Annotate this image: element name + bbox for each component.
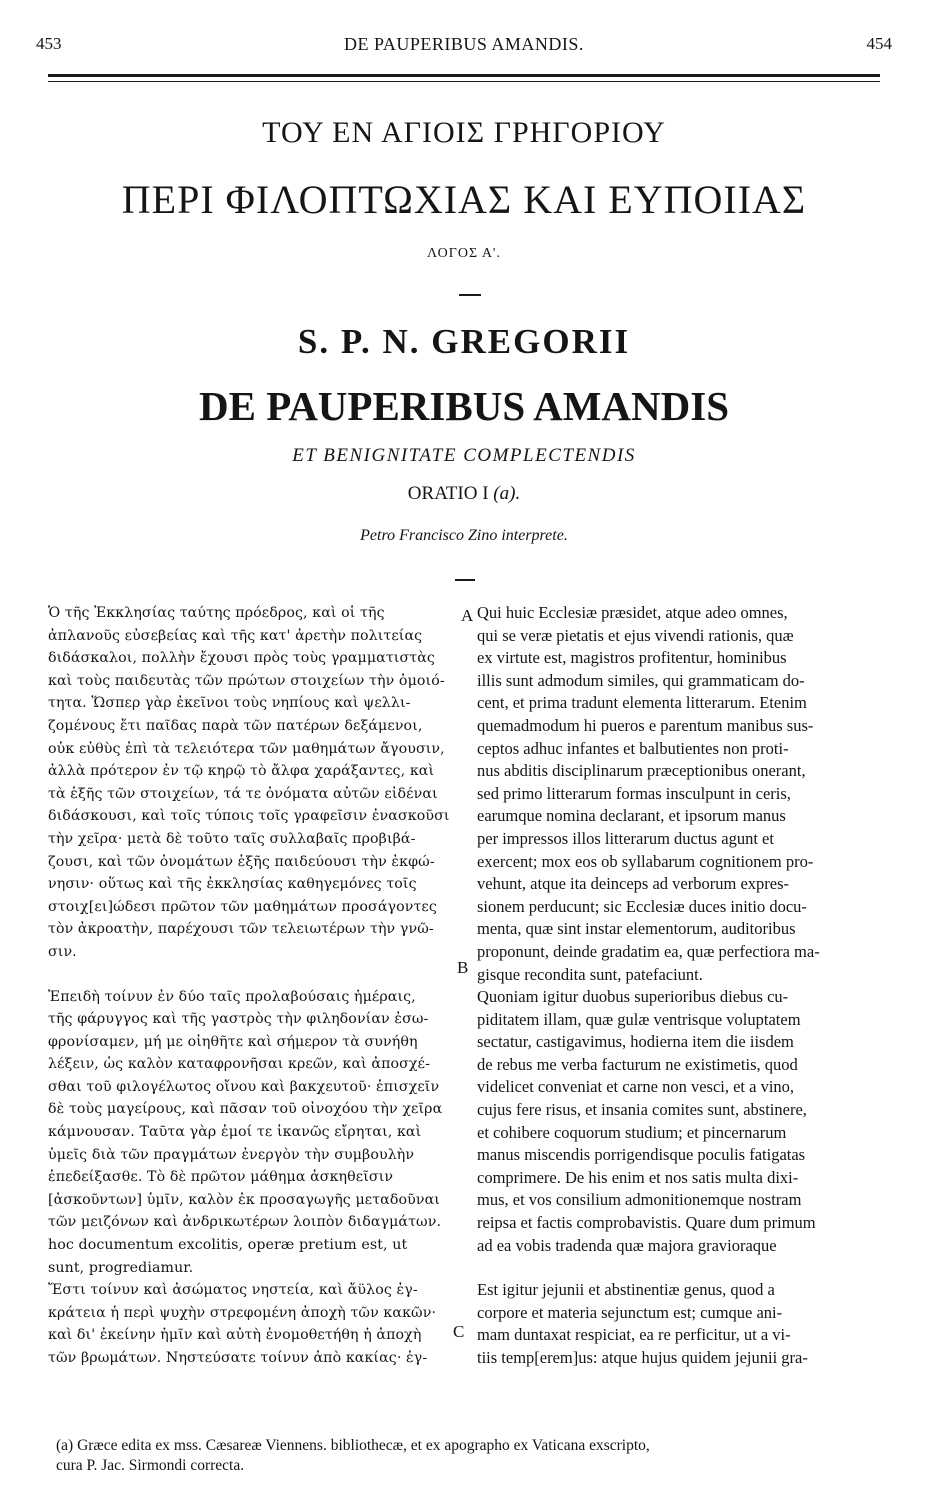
latin-author-heading: S. P. N. GREGORII <box>297 322 631 361</box>
page-number-right: 454 <box>866 34 892 53</box>
latin-subtitle: ET BENIGNITATE COMPLECTENDIS <box>292 445 636 466</box>
margin-letter-c: C <box>453 1322 465 1341</box>
margin-letter-b: B <box>457 958 469 977</box>
greek-logos-label: ΛΟΓΟΣ Α'. <box>427 246 501 261</box>
latin-paragraph-1: Qui huic Ecclesiæ præsidet, atque adeo omnes, qui se veræ pietatis et ejus vivendi rationis, quæ ex virtute est, magistros profitentur, hominibus illis sunt admodum similes, qui grammaticam do- cent, et prima tradunt elementa litterarum. Etenim quemadmodum hi pueros e parentum manibus sus- ceptos adhuc infantes et balbutientes non proti- nus abditis disciplinarum præceptionibus onerant, sed primo litterarum formas insculpunt in ceris, earumque nomina declarant, et ipsorum manus per impressos illos litterarum ductus agunt et exercent; mox eos ob syllabarum cognitionem pro- vehunt, atque ita deinceps ad verborum expres- sionem perducunt; sic Ecclesiæ duces initio docu- menta, quæ sint instar elementorum, auditoribus proponunt, deinde gradatim ea, quæ perfectiora ma- gisque recondita sunt, patefaciunt. <box>477 603 820 984</box>
greek-author-heading: ΤΟΥ ΕΝ ΑΓΙΟΙΣ ΓΡΗΓΟΡΙΟΥ <box>262 116 666 149</box>
latin-paragraph-3: Est igitur jejunii et abstinentiæ genus, quod a corpore et materia sejunctum est; cumque ani- mam duntaxat respiciat, ea re perficitur, ut a vi- tiis temp[erem]us: atque hujus quidem jejunii gra- <box>477 1280 808 1367</box>
header-rule-thin <box>48 81 880 82</box>
page-number-left: 453 <box>36 34 62 53</box>
title-separator-dash <box>459 294 481 296</box>
oratio-text: ORATIO I <box>407 483 489 504</box>
margin-letter-a: A <box>461 606 474 625</box>
latin-column <box>477 602 883 1370</box>
header-rule-thick <box>48 74 880 77</box>
latin-title-heading: DE PAUPERIBUS AMANDIS <box>198 383 730 429</box>
greek-paragraph-1: Ὁ τῆς Ἐκκλησίας ταύτης πρόεδρος, καὶ οἱ τῆς ἀπλανοῦς εὐσεβείας καὶ τῆς κατ' ἀρετὴν πολιτείας διδάσκαλοι, πολλὴν ἔχουσι πρὸς τοὺς γραμματιστὰς καὶ τοὺς παιδευτὰς τῶν πρώτων στοιχείων τὴν ὁμοιό- τητα. Ὥσπερ γὰρ ἐκεῖνοι τοὺς νηπίους καὶ ψελλι- ζομένους ἔτι παῖδας παρὰ τῶν πατέρων δεξάμενοι, οὐκ εὐθὺς ἐπὶ τὰ τελειότερα τῶν μαθημάτων ἄγουσιν, ἀλλὰ πρότερον ἐν τῷ κηρῷ τὸ ἄλφα χαράξαντες, καὶ τὰ ἑξῆς τῶν στοιχείων, τά τε ὀνόματα αὐτῶν εἰδέναι διδάσκουσι, καὶ τοῖς τύποις τοῖς γραφεῖσιν ἐνασκοῦσι τὴν χεῖρα· μετὰ δὲ τοῦτο ταῖς συλλαβαῖς προβιβά- ζουσι, καὶ τῶν ὀνομάτων ἑξῆς παιδεύουσι τὴν ἐκφώ- νησιν· οὕτως καὶ τῆς ἐκκλησίας καθηγεμόνες τοῖς στοιχ[ει]ώδεσι πρῶτον τῶν μαθημάτων προσάγοντες τὸν ἀκροατὴν, παρέχουσι τῶν τελειωτέρων τὴν γνῶ- σιν. <box>48 605 450 960</box>
greek-paragraph-3: Ἔστι τοίνυν καὶ ἀσώματος νηστεία, καὶ ἄϋλος ἐγ- κράτεια ἡ περὶ ψυχὴν στρεφομένη ἀποχὴ τῶν κακῶν· καὶ δι' ἐκείνην ἡμῖν καὶ αὐτὴ ἐνομοθετήθη ἡ ἀποχὴ τῶν βρωμάτων. Νηστεύσατε τοίνυν ἀπὸ κακίας· ἐγ- <box>48 1282 437 1366</box>
interpreter-line: Petro Francisco Zino interprete. <box>360 527 568 544</box>
footnote: (a) Græce edita ex mss. Cæsareæ Viennens. bibliothecæ, et ex apographo ex Vaticana exscripto, cura P. Jac. Sirmondi correcta. <box>56 1437 650 1474</box>
oratio-label <box>0 483 928 505</box>
greek-paragraph-2: Ἐπειδὴ τοίνυν ἐν δύο ταῖς προλαβούσαις ἡμέραις, τῆς φάρυγγος καὶ τῆς γαστρὸς τὴν φιληδονίαν ἐσω- φρονίσαμεν, μή με οἰηθῆτε καὶ σήμερον τὰ συνήθη λέξειν, ὡς καλὸν καταφρονῆσαι κρεῶν, καὶ ἀποσχέ- σθαι τοῦ φιλογέλωτος οἴνου καὶ βακχευτοῦ· ἐπισχεῖν δὲ τοὺς μαγείρους, καὶ πᾶσαν τοῦ οἰνοχόου τὴν χεῖρα κάμνουσαν. Ταῦτα γὰρ ἐμοί τε ἱκανῶς εἴρηται, καὶ ὑμεῖς διὰ τῶν πραγμάτων ἐνεργὸν τὴν συμβουλὴν ἐπεδείξασθε. Τὸ δὲ πρῶτον μάθημα ἀσκηθεῖσιν [ἀσκοῦντων] ὑμῖν, καλὸν ἐκ προσαγωγῆς μεταδοῦναι τῶν μειζόνων καὶ ἀνδρικωτέρων λοιπὸν διδαγμάτων. hoc documentum excolitis, operæ pretium est, ut sunt, progrediamur. <box>48 988 443 1276</box>
greek-column <box>48 602 456 1370</box>
footnote-reference: (a). <box>493 483 521 504</box>
running-title: DE PAUPERIBUS AMANDIS. <box>344 34 584 54</box>
latin-paragraph-2: Quoniam igitur duobus superioribus diebus cu- piditatem illam, quæ gulæ ventrisque voluptatem sectatur, castigavimus, hodierna item die iisdem de rebus me verba facturum ne existimetis, quod videlicet conveniat et carne non vesci, et a vino, cujus fere risus, et insania comites sunt, abstinere, et cohibere coquorum studium; et pincernarum manus miscendis porrigendisque poculis fatigatas comprimere. De his enim et nos satis multa dixi- mus, et vos consilium admonitionemque nostram reipsa et factis comprobavistis. Quare dum primum ad ea vobis tradenda quæ majora gravioraque <box>477 987 816 1255</box>
body-separator-dash <box>455 579 475 581</box>
running-header <box>36 34 892 60</box>
greek-title-heading: ΠΕΡΙ ΦΙΛΟΠΤΩΧΙΑΣ ΚΑΙ ΕΥΠΟΙΙΑΣ <box>121 177 807 222</box>
